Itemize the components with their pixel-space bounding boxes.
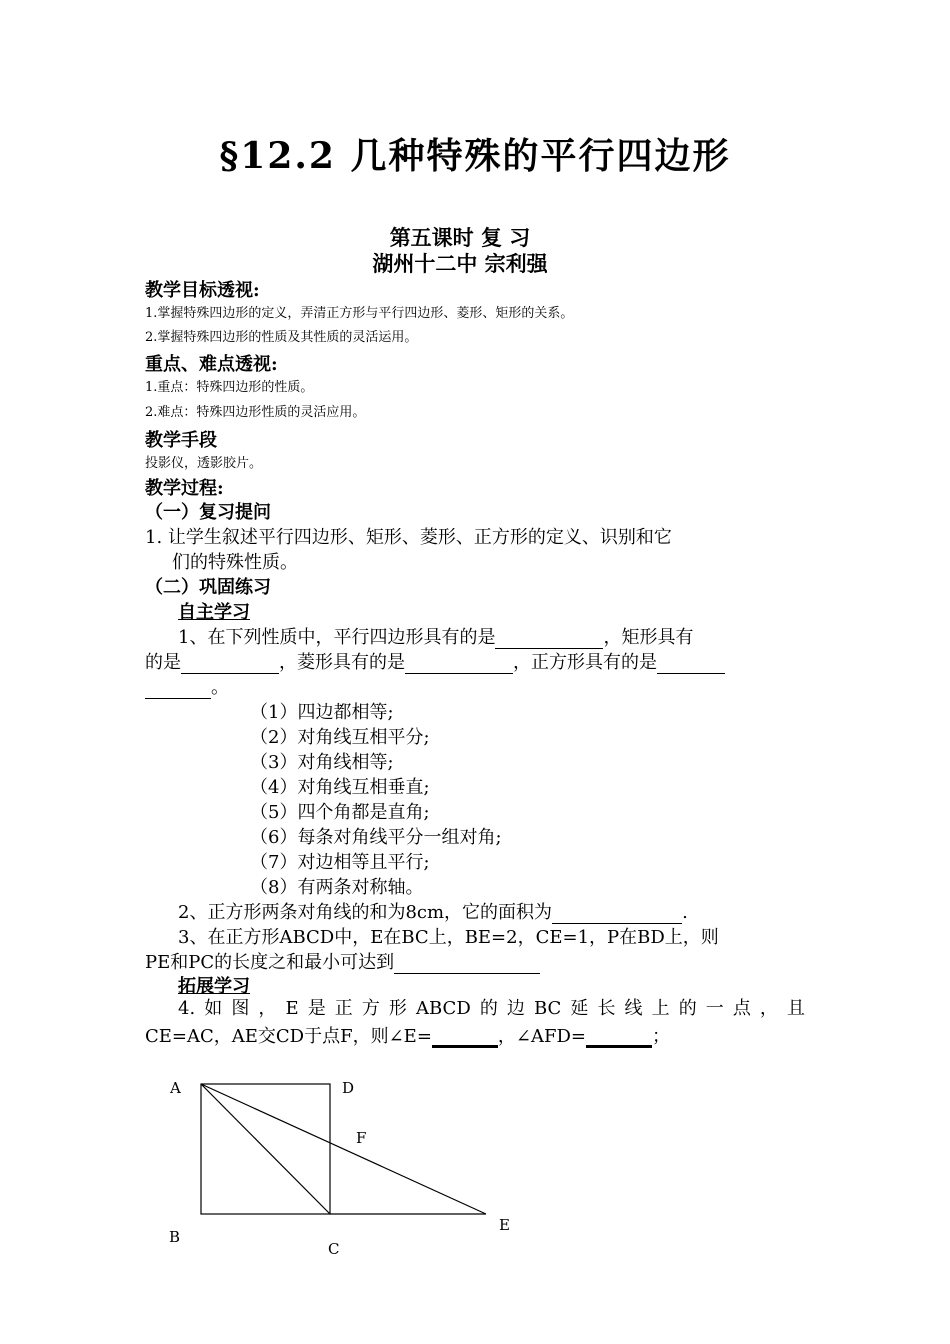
label-f: F: [356, 1129, 367, 1147]
diagonal-ac: [201, 1084, 330, 1214]
q3-text: PE和PC的长度之和最小可达到: [145, 952, 395, 973]
property-item: （3）对角线相等;: [250, 752, 394, 773]
part1-item-line2: 们的特殊性质。: [172, 552, 298, 573]
key-item: 1.重点：特殊四边形的性质。: [145, 380, 314, 395]
part1-item-line1: 1. 让学生叙述平行四边形、矩形、菱形、正方形的定义、识别和它: [145, 527, 672, 548]
label-d: D: [342, 1079, 355, 1097]
question-3-line1: 3、在正方形ABCD中，E在BC上，BE=2，CE=1，P在BD上，则: [178, 927, 719, 948]
part1-heading: （一）复习提问: [145, 502, 271, 523]
extension-heading: 拓展学习: [178, 976, 250, 997]
property-item: （8）有两条对称轴。: [250, 877, 424, 898]
q1-text-a: 1、在下列性质中，平行四边形具有的是: [178, 627, 496, 648]
self-study-heading: 自主学习: [178, 602, 250, 623]
goals-heading: 教学目标透视:: [145, 280, 260, 301]
means-heading: 教学手段: [145, 430, 217, 451]
means-text: 投影仪，透影胶片。: [145, 456, 263, 471]
label-c: C: [328, 1240, 340, 1258]
goal-item: 2.掌握特殊四边形的性质及其性质的灵活运用。: [145, 330, 418, 345]
q4-text-a: CE=AC，AE交CD于点F，则∠E=: [145, 1026, 432, 1047]
segment-ae: [201, 1084, 486, 1214]
q1-end: 。: [211, 677, 229, 698]
label-e: E: [499, 1216, 510, 1234]
q1-text-d: ，菱形具有的是: [279, 652, 405, 673]
key-item: 2.难点：特殊四边形性质的灵活应用。: [145, 405, 366, 420]
question-4-line1: 4.如图，E是正方形ABCD的边BC延长线上的一点，且: [178, 998, 805, 1019]
q1-text-e: ，正方形具有的是: [513, 652, 657, 673]
property-item: （4）对角线互相垂直;: [250, 777, 430, 798]
q1-text-c: 的是: [145, 652, 181, 673]
q1-text-b: ，矩形具有: [603, 627, 694, 648]
part2-heading: （二）巩固练习: [145, 577, 271, 598]
label-b: B: [169, 1228, 181, 1246]
property-item: （2）对角线互相平分;: [250, 727, 430, 748]
keys-heading: 重点、难点透视:: [145, 354, 278, 375]
author-line: 湖州十二中 宗利强: [372, 251, 548, 276]
property-item: （6）每条对角线平分一组对角;: [250, 827, 502, 848]
property-item: （5）四个角都是直角;: [250, 802, 430, 823]
property-item: （7）对边相等且平行;: [250, 852, 430, 873]
page-title: §12.2 几种特殊的平行四边形: [219, 135, 731, 177]
q2-text: 2、正方形两条对角线的和为8cm，它的面积为: [178, 902, 553, 923]
process-heading: 教学过程:: [145, 478, 224, 499]
q2-end: .: [682, 902, 688, 923]
goal-item: 1.掌握特殊四边形的定义，弄清正方形与平行四边形、菱形、矩形的关系。: [145, 306, 574, 321]
q4-end: ；: [652, 1026, 670, 1047]
lesson-subtitle: 第五课时 复 习: [389, 225, 531, 250]
property-item: （1）四边都相等;: [250, 702, 394, 723]
label-a: A: [170, 1079, 181, 1097]
q4-text-b: ，∠AFD=: [497, 1026, 586, 1047]
